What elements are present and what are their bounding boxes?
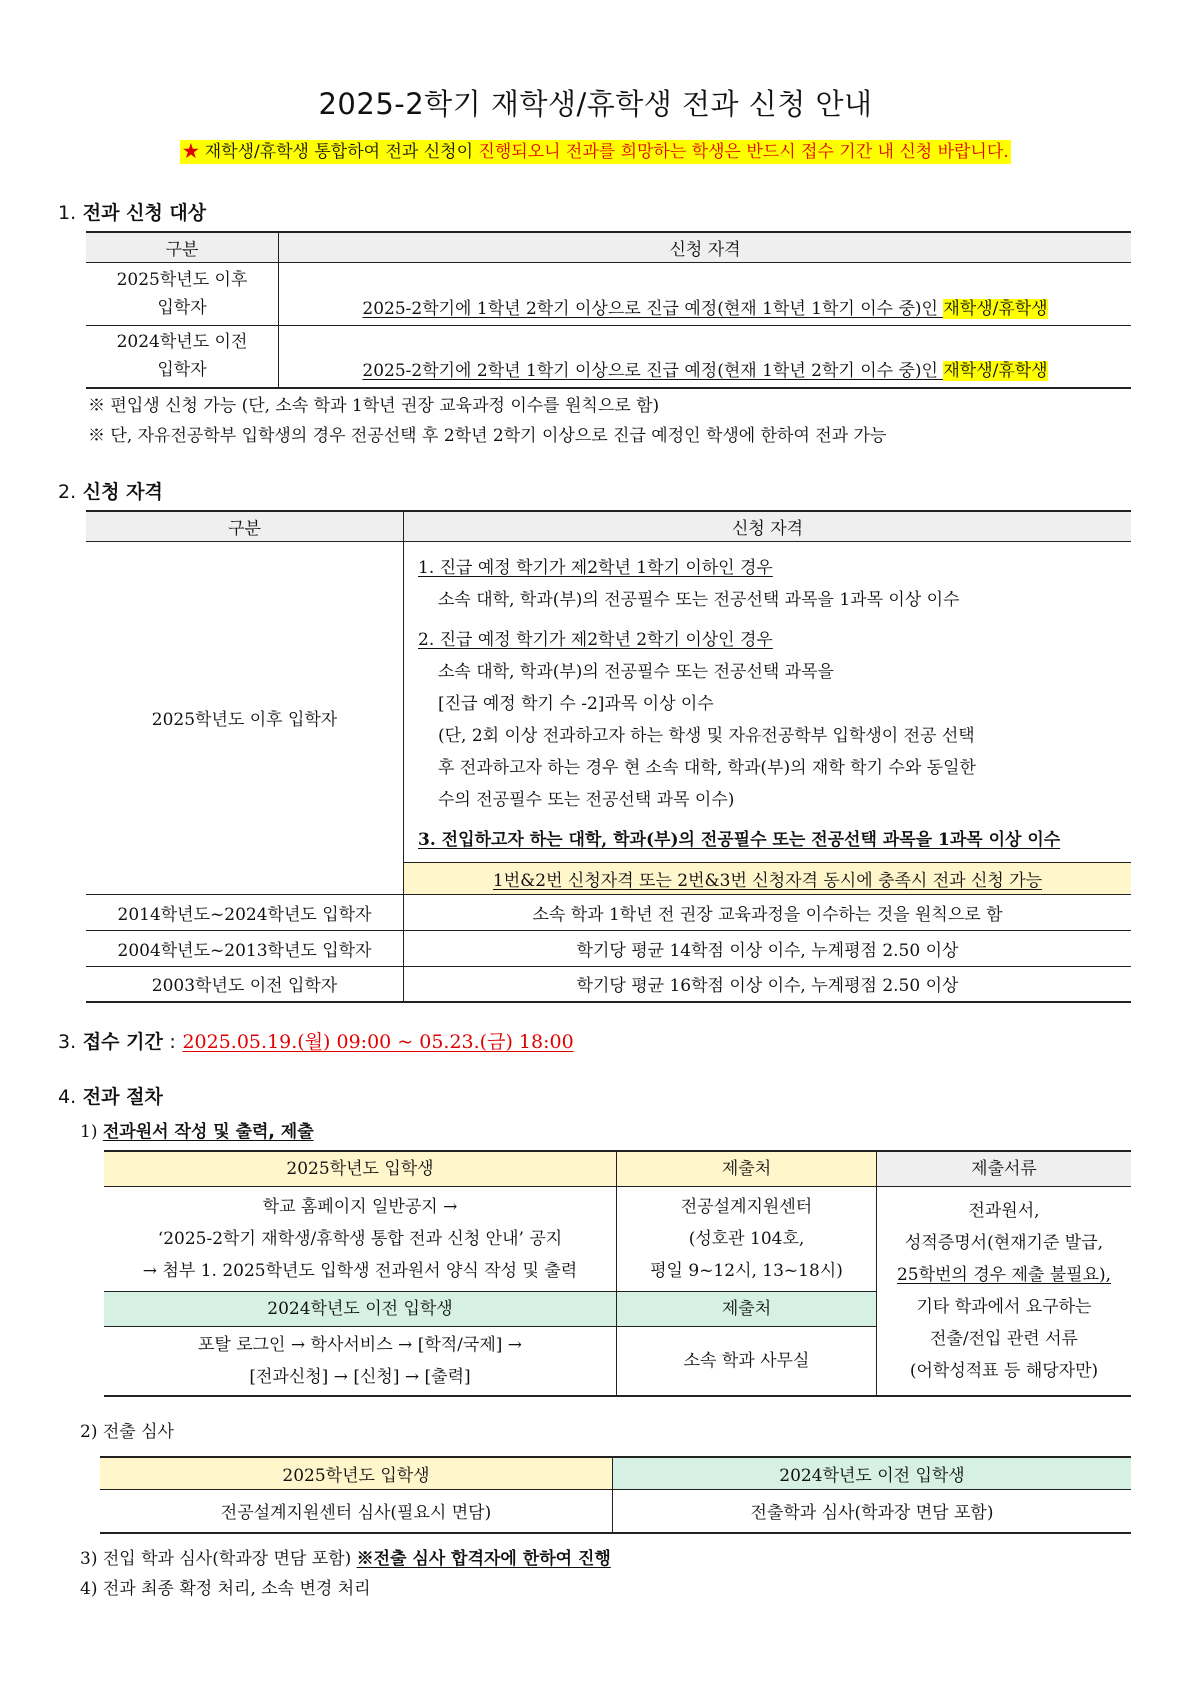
step2-heading: 2) 전출 심사 <box>80 1422 174 1442</box>
item1-title: 1. 진급 예정 학기가 제2학년 1학기 이하인 경우 <box>418 557 773 578</box>
combined-condition: 1번&2번 신청자격 또는 2번&3번 신청자격 동시에 충족시 전과 신청 가능 <box>404 862 1132 894</box>
submit-place-2025: 전공설계지원센터 (성호관 104호, 평일 9~12시, 13~18시) <box>617 1187 877 1292</box>
table-row <box>100 1489 1131 1533</box>
table-row <box>104 1187 1131 1292</box>
step1-table <box>104 1150 1131 1397</box>
item2-line: (단, 2회 이상 전과하고자 하는 학생 및 자유전공학부 입학생이 전공 선택 <box>438 725 975 746</box>
item2-title: 2. 진급 예정 학기가 제2학년 2학기 이상인 경우 <box>418 629 773 650</box>
row-qualification: 2025-2학기에 1학년 2학기 이상으로 진급 예정(현재 1학년 1학기 이수 중)인 재학생/휴학생 <box>279 262 1132 325</box>
header-docs: 제출서류 <box>877 1151 1132 1187</box>
section3-heading: 3. 접수 기간 : 2025.05.19.(월) 09:00 ~ 05.23.(금) 18:00 <box>58 1031 574 1053</box>
notice-banner <box>58 137 1133 162</box>
item2-line: [진급 예정 학기 수 -2]과목 이상 이수 <box>438 693 714 714</box>
procedure-2025: 학교 홈페이지 일반공지 → ‘2025-2학기 재학생/휴학생 통합 전과 신청 안내’ 공지 → 첨부 1. 2025학년도 입학생 전과원서 양식 작성 및 출력 <box>104 1187 617 1292</box>
table-row <box>86 894 1131 930</box>
row-category: 2004학년도~2013학년도 입학자 <box>86 930 404 966</box>
row-category: 2025학년도 이후 입학자 <box>86 262 279 325</box>
header-submit: 제출처 <box>617 1151 877 1187</box>
note-2: ※ 단, 자유전공학부 입학생의 경우 전공선택 후 2학년 2학기 이상으로 진급 예정인 학생에 한하여 전과 가능 <box>88 426 887 446</box>
step1-heading: 1) 전과원서 작성 및 출력, 제출 <box>80 1122 314 1142</box>
table-row <box>86 541 1131 862</box>
note-1: ※ 편입생 신청 가능 (단, 소속 학과 1학년 권장 교육과정 이수를 원칙으로 함) <box>88 396 660 416</box>
header-submit: 제출처 <box>617 1292 877 1327</box>
item3: 3. 전입하고자 하는 대학, 학과(부)의 전공필수 또는 전공선택 과목을 1과목 이상 이수 <box>418 829 1061 850</box>
section4-heading: 4. 전과 절차 <box>58 1086 163 1108</box>
submit-place-2024: 소속 학과 사무실 <box>617 1327 877 1397</box>
item2-line: 수의 전공필수 또는 전공선택 과목 이수) <box>438 789 735 810</box>
notice-part2: 진행되오니 전과를 희망하는 학생은 반드시 접수 기간 내 신청 바랍니다. <box>478 142 1009 162</box>
table-row <box>86 930 1131 966</box>
step3: 3) 전입 학과 심사(학과장 면담 포함) ※전출 심사 합격자에 한하여 진행 <box>80 1549 611 1569</box>
row-category: 2024학년도 이전 입학자 <box>86 325 279 388</box>
header-2024: 2024학년도 이전 입학생 <box>104 1292 617 1327</box>
row-qualification: 학기당 평균 14학점 이상 이수, 누계평점 2.50 이상 <box>404 930 1132 966</box>
row-category: 2003학년도 이전 입학자 <box>86 966 404 1002</box>
required-docs: 전과원서, 성적증명서(현재기준 발급, 25학번의 경우 제출 불필요), 기타 학과에서 요구하는 전출/전입 관련 서류 (어학성적표 등 해당자만) <box>877 1187 1132 1397</box>
section1-table <box>86 231 1131 389</box>
header-2025: 2025학년도 입학생 <box>100 1457 613 1489</box>
step2-table <box>100 1456 1131 1534</box>
header-2024: 2024학년도 이전 입학생 <box>613 1457 1132 1489</box>
review-2024: 전출학과 심사(학과장 면담 포함) <box>613 1489 1132 1533</box>
review-2025: 전공설계지원센터 심사(필요시 면담) <box>100 1489 613 1533</box>
header-qualification: 신청 자격 <box>279 232 1132 262</box>
section2-heading: 2. 신청 자격 <box>58 481 163 503</box>
application-period: 2025.05.19.(월) 09:00 ~ 05.23.(금) 18:00 <box>182 1031 574 1053</box>
table-row <box>86 966 1131 1002</box>
section1-heading: 1. 전과 신청 대상 <box>58 202 207 224</box>
step4: 4) 전과 최종 확정 처리, 소속 변경 처리 <box>80 1579 371 1599</box>
procedure-2024: 포탈 로그인 → 학사서비스 → [학적/국제] → [전과신청] → [신청] → [출력] <box>104 1327 617 1397</box>
table-row <box>86 262 1131 325</box>
table-row <box>86 325 1131 388</box>
notice-highlight <box>180 140 1010 164</box>
header-qualification: 신청 자격 <box>404 511 1132 541</box>
row-category: 2025학년도 이후 입학자 <box>86 541 404 894</box>
header-category: 구분 <box>86 511 404 541</box>
row-category: 2014학년도~2024학년도 입학자 <box>86 894 404 930</box>
item2-line: 소속 대학, 학과(부)의 전공필수 또는 전공선택 과목을 <box>438 661 834 682</box>
header-category: 구분 <box>86 232 279 262</box>
notice-part1: 재학생/휴학생 통합하여 전과 신청이 <box>204 142 479 162</box>
qualification-detail <box>404 541 1132 862</box>
page-title: 2025-2학기 재학생/휴학생 전과 신청 안내 <box>318 87 873 121</box>
item2-line: 후 전과하고자 하는 경우 현 소속 대학, 학과(부)의 재학 학기 수와 동일한 <box>438 757 976 778</box>
row-qualification: 소속 학과 1학년 전 권장 교육과정을 이수하는 것을 원칙으로 함 <box>404 894 1132 930</box>
row-qualification: 학기당 평균 16학점 이상 이수, 누계평점 2.50 이상 <box>404 966 1132 1002</box>
section2-table <box>86 510 1131 1003</box>
star-icon: ★ <box>182 142 200 162</box>
header-2025: 2025학년도 입학생 <box>104 1151 617 1187</box>
row-qualification: 2025-2학기에 2학년 1학기 이상으로 진급 예정(현재 1학년 2학기 이수 중)인 재학생/휴학생 <box>279 325 1132 388</box>
item1-body: 소속 대학, 학과(부)의 전공필수 또는 전공선택 과목을 1과목 이상 이수 <box>438 589 960 610</box>
